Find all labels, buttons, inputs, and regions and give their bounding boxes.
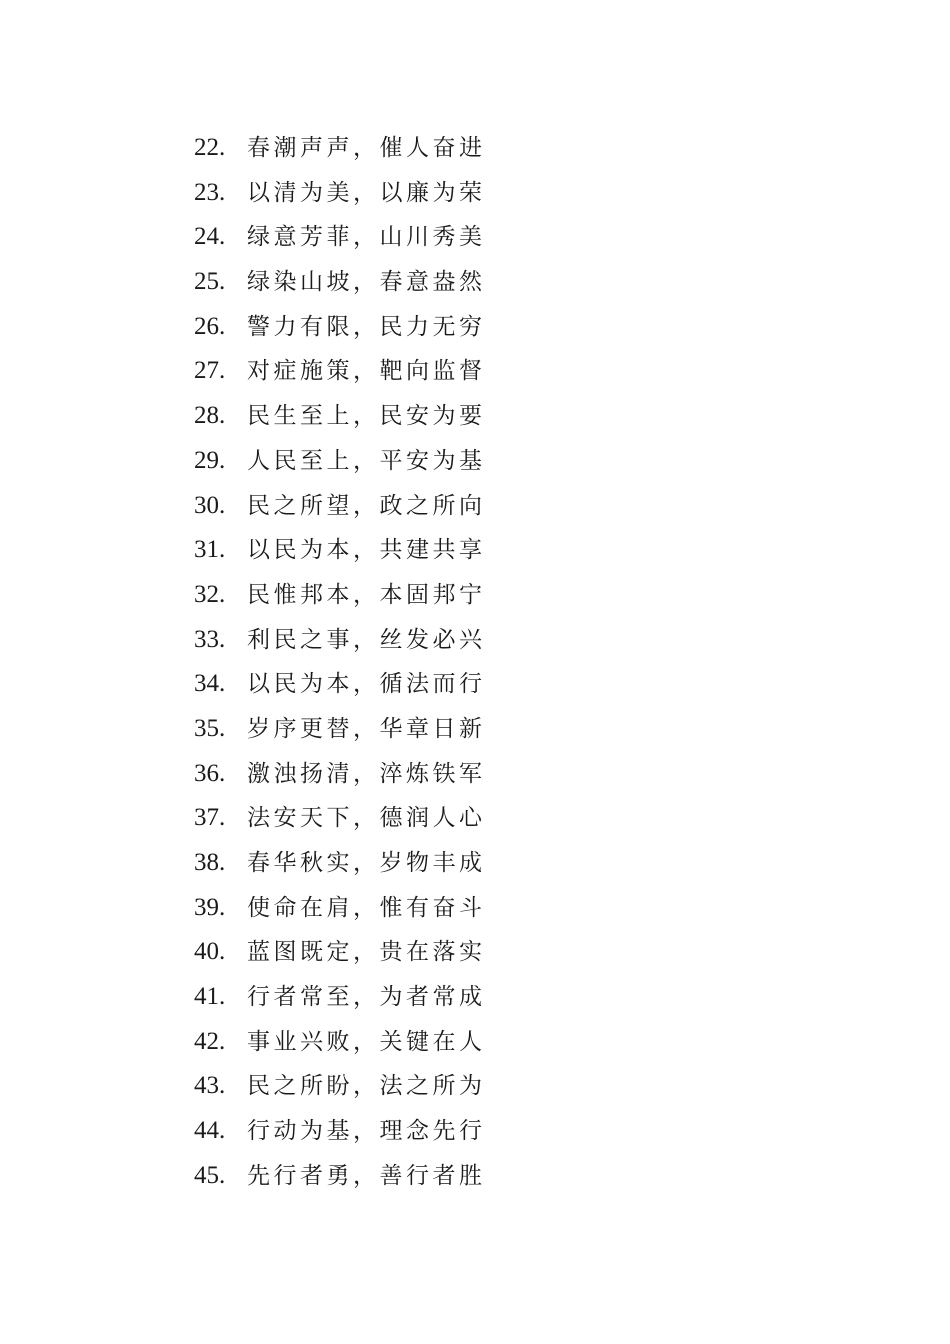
item-number: 26. bbox=[194, 312, 226, 340]
list-item bbox=[194, 1064, 486, 1109]
list-item bbox=[194, 260, 486, 305]
list-item bbox=[194, 841, 486, 886]
list-item bbox=[194, 349, 486, 394]
item-text: 春华秋实，岁物丰成 bbox=[247, 850, 486, 876]
item-number: 28. bbox=[194, 402, 226, 430]
item-text: 以清为美，以廉为荣 bbox=[247, 179, 486, 206]
item-text: 民之所望，政之所向 bbox=[247, 492, 486, 519]
item-number: 36. bbox=[194, 759, 226, 787]
item-number: 43. bbox=[194, 1072, 226, 1100]
list-item bbox=[194, 930, 486, 975]
item-text: 民惟邦本，本固邦宁 bbox=[247, 581, 486, 608]
list-item bbox=[194, 1154, 486, 1199]
item-number: 38. bbox=[194, 849, 226, 876]
item-text: 民之所盼，法之所为 bbox=[247, 1073, 486, 1100]
item-number: 33. bbox=[194, 625, 226, 653]
item-text: 激浊扬清，淬炼铁军 bbox=[247, 760, 486, 787]
item-text: 蓝图既定，贵在落实 bbox=[247, 939, 486, 966]
item-number: 31. bbox=[194, 536, 226, 564]
list-item bbox=[194, 484, 486, 529]
list-item bbox=[194, 752, 486, 797]
item-number: 44. bbox=[194, 1117, 226, 1145]
item-number: 32. bbox=[194, 580, 226, 608]
item-number: 24. bbox=[194, 223, 226, 251]
list-item bbox=[194, 975, 486, 1020]
item-number: 41. bbox=[194, 983, 226, 1011]
slogan-list bbox=[194, 126, 486, 1199]
list-item bbox=[194, 439, 486, 484]
item-number: 35. bbox=[194, 714, 226, 742]
item-text: 警力有限，民力无穷 bbox=[247, 313, 486, 340]
item-text: 对症施策，靶向监督 bbox=[247, 358, 486, 385]
item-text: 绿染山坡，春意盎然 bbox=[247, 269, 486, 296]
list-item bbox=[194, 707, 486, 752]
item-number: 27. bbox=[194, 357, 226, 385]
item-number: 37. bbox=[194, 804, 226, 832]
item-text: 以民为本，循法而行 bbox=[247, 671, 486, 698]
item-number: 25. bbox=[194, 268, 226, 296]
list-item bbox=[194, 394, 486, 439]
item-number: 30. bbox=[194, 491, 226, 519]
list-item bbox=[194, 305, 486, 350]
list-item bbox=[194, 618, 486, 663]
item-text: 绿意芳菲，山川秀美 bbox=[247, 224, 486, 251]
list-item bbox=[194, 662, 486, 707]
item-text: 民生至上，民安为要 bbox=[247, 403, 486, 430]
item-number: 39. bbox=[194, 893, 226, 921]
list-item bbox=[194, 171, 486, 216]
item-text: 以民为本，共建共享 bbox=[247, 537, 486, 564]
item-number: 34. bbox=[194, 670, 226, 698]
list-item bbox=[194, 573, 486, 618]
item-text: 利民之事，丝发必兴 bbox=[247, 626, 486, 653]
item-text: 行者常至，为者常成 bbox=[247, 984, 486, 1011]
list-item bbox=[194, 528, 486, 573]
item-text: 人民至上，平安为基 bbox=[247, 447, 486, 474]
list-item bbox=[194, 886, 486, 931]
list-item bbox=[194, 215, 486, 260]
item-text: 岁序更替，华章日新 bbox=[247, 715, 486, 742]
item-number: 42. bbox=[194, 1027, 226, 1055]
item-number: 45. bbox=[194, 1161, 226, 1189]
item-number: 40. bbox=[194, 938, 226, 966]
item-text: 使命在肩，惟有奋斗 bbox=[247, 894, 486, 921]
item-number: 22. bbox=[194, 134, 226, 161]
item-text: 春潮声声，催人奋进 bbox=[247, 135, 486, 161]
item-number: 29. bbox=[194, 446, 226, 474]
item-number: 23. bbox=[194, 178, 226, 206]
item-text: 先行者勇，善行者胜 bbox=[247, 1162, 486, 1189]
list-item bbox=[194, 1020, 486, 1065]
item-text: 法安天下，德润人心 bbox=[247, 805, 486, 832]
item-text: 事业兴败，关键在人 bbox=[247, 1028, 486, 1055]
list-item bbox=[194, 796, 486, 841]
list-item bbox=[194, 126, 486, 171]
list-item bbox=[194, 1109, 486, 1154]
item-text: 行动为基，理念先行 bbox=[247, 1118, 486, 1145]
